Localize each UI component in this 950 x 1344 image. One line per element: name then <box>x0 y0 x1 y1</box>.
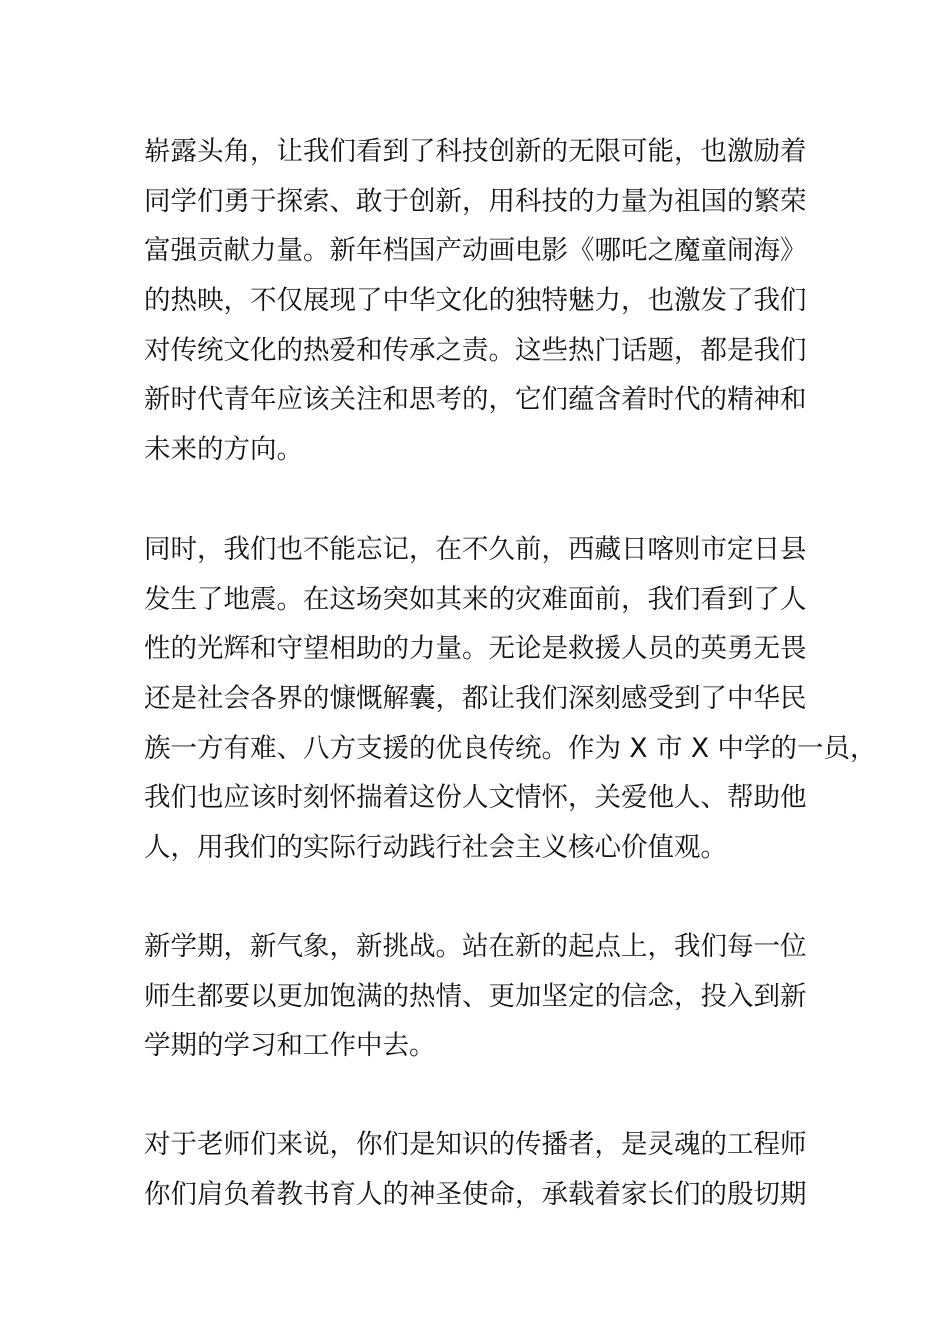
paragraph <box>144 525 877 873</box>
text-line: 你们肩负着教书育人的神圣使命，承载着家长们的殷切期 <box>144 1178 807 1210</box>
text-line: 性的光辉和守望相助的力量。无论是救援人员的英勇无畏 <box>144 633 807 665</box>
paragraph <box>144 1120 844 1219</box>
text-line: 同时，我们也不能忘记，在不久前，西藏日喀则市定日县 <box>144 534 807 565</box>
text-line: 未来的方向。 <box>144 434 303 466</box>
text-line: 同学们勇于探索、敢于创新，用科技的力量为祖国的繁荣 <box>144 185 807 217</box>
text-line: 发生了地震。在这场突如其来的灾难面前，我们看到了人 <box>144 583 807 615</box>
text-line: 人，用我们的实际行动践行社会主义核心价值观。 <box>144 832 727 864</box>
text-line: 的热映，不仅展现了中华文化的独特魅力，也激发了我们 <box>144 285 807 317</box>
paragraph <box>144 922 844 1071</box>
text-line: 学期的学习和工作中去。 <box>144 1030 436 1062</box>
text-line: 我们也应该时刻怀揣着这份人文情怀，关爱他人、帮助他 <box>144 782 807 814</box>
text-line: 还是社会各界的慷慨解囊，都让我们深刻感受到了中华民 <box>144 683 807 715</box>
text-line: 对传统文化的热爱和传承之责。这些热门话题，都是我们 <box>144 334 807 366</box>
text-line: 崭露头角，让我们看到了科技创新的无限可能，也激励着 <box>144 136 807 167</box>
text-line: 富强贡献力量。新年档国产动画电影《哪吒之魔童闹海》 <box>144 235 807 267</box>
text-line: 族一方有难、八方支援的优良传统。作为 X 市 X 中学的一员， <box>144 732 877 764</box>
paragraph <box>144 127 844 475</box>
text-line: 师生都要以更加饱满的热情、更加坚定的信念，投入到新 <box>144 980 807 1012</box>
text-line: 新时代青年应该关注和思考的，它们蕴含着时代的精神和 <box>144 384 807 416</box>
text-line: 对于老师们来说，你们是知识的传播者，是灵魂的工程师 <box>144 1129 807 1160</box>
text-line: 新学期，新气象，新挑战。站在新的起点上，我们每一位 <box>144 931 807 962</box>
